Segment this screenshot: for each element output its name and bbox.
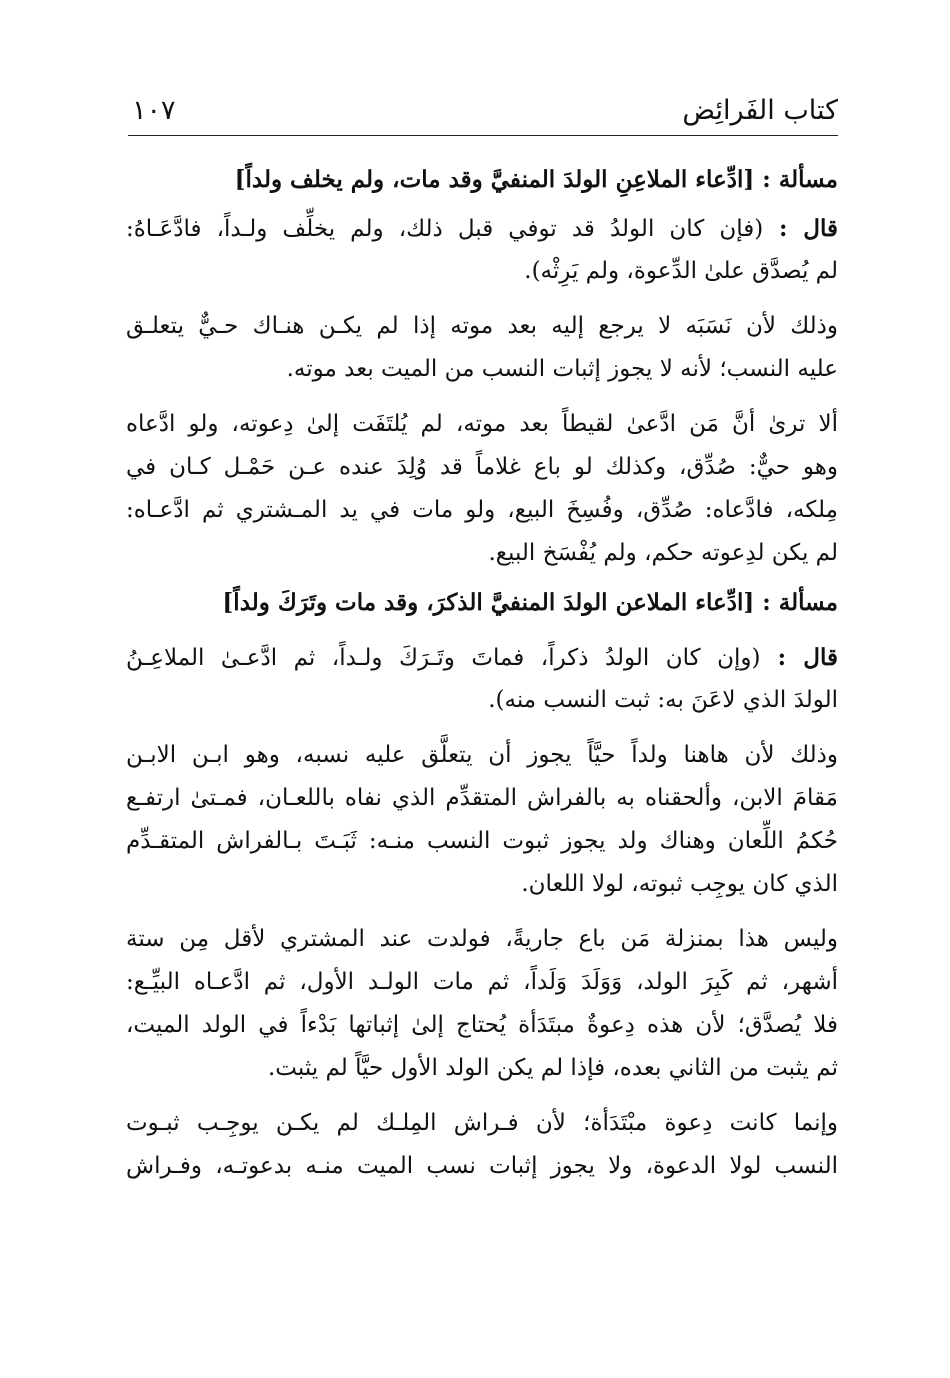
book-title: كتاب الفَرائِض [682, 95, 838, 126]
text-line: وليس هذا بمنزلة مَن باع جاريةً، فولدت عند المشتري لأقل مِن ستة [126, 926, 838, 952]
text-line: قال : (فإن كان الولدُ قد توفي قبل ذلك، ولم يخلِّف ولـداً، فادَّعَـاهُ: [126, 215, 838, 242]
text-line: وهو حيٌّ: صُدِّق، وكذلك لو باع غلاماً قد وُلِدَ عنده عـن حَمْـل كـان في [126, 454, 838, 480]
text-line: عليه النسب؛ لأنه لا يجوز إثبات النسب من الميت بعد موته. [286, 356, 838, 382]
page-header [128, 88, 838, 132]
commentary-paragraph [126, 403, 838, 575]
text-line: أشهر، ثم كَبِرَ الولد، وَوَلَدَ وَلَداً، ثم مات الولـد الأول، ثم ادَّعـاه البيِّـع: [126, 969, 838, 995]
header-divider [128, 135, 838, 136]
commentary-paragraph [126, 918, 838, 1090]
issue-heading [126, 158, 838, 201]
commentary-paragraph [126, 305, 838, 391]
text-line: الذي كان يوجِب ثبوته، لولا اللعان. [521, 871, 838, 897]
issue-title: [ادِّعاء الملاعن الولدَ المنفيَّ الذكرَ، وقد مات وتَرَكَ ولداً] [222, 589, 755, 616]
text-line: وذلك لأن هاهنا ولداً حيَّاً يجوز أن يتعلَّق عليه نسبه، وهو ابـن الابـن [126, 742, 838, 768]
text-line: لم يكن لدِعوته حكم، ولم يُفْسَخ البيع. [488, 540, 838, 566]
text-line: مِلكه، فادَّعاه: صُدِّق، وفُسِخَ البيع، ولو مات في يد المـشتري ثم ادَّعـاه: [126, 497, 838, 523]
text-line: لم يُصدَّق علىٰ الدِّعوة، ولم يَرِثْه). [524, 258, 838, 284]
text-line: وذلك لأن نَسَبَه لا يرجع إليه بعد موته إذا لم يكـن هنـاك حـيٌّ يتعلـق [126, 313, 838, 339]
said-label: قال : [760, 644, 838, 671]
text-line: وإنما كانت دِعوة مبْتَدَأة؛ لأن فـراش المِلـك لم يكـن يوجِـب ثبـوت [126, 1110, 838, 1136]
page-body [126, 158, 838, 1188]
text-line: حُكمُ اللِّعان وهناك ولد يجوز ثبوت النسب منـه: ثَبَـتَ بـالفراش المتقـدِّم [126, 828, 838, 854]
text-line [126, 158, 838, 201]
quote-paragraph [126, 207, 838, 293]
text-line: قال : (وإن كان الولدُ ذكراً، فماتَ وتَـرَكَ ولـداً، ثم ادَّعـىٰ الملاعِـنُ [126, 644, 838, 671]
quote-paragraph [126, 636, 838, 722]
text-line [126, 581, 838, 624]
text-line: فلا يُصدَّق؛ لأن هذه دِعوةٌ مبتَدَأة يُحتاج إلىٰ إثباتها بَدْءاً في الولد الميت، [126, 1012, 838, 1038]
text-line: مَقامَ الابن، وألحقناه به بالفراش المتقدِّم الذي نفاه باللعـان، فمـتىٰ ارتفـع [126, 785, 838, 811]
text-line: ألا ترىٰ أنَّ مَن ادَّعىٰ لقيطاً بعد موته، لم يُلتَفَت إلىٰ دِعوته، ولو ادَّعاه [126, 411, 838, 437]
text-line: ثم يثبت من الثاني بعده، فإذا لم يكن الولد الأول حيَّاً لم يثبت. [267, 1055, 838, 1081]
issue-heading [126, 581, 838, 624]
issue-title: [ادِّعاء الملاعِنِ الولدَ المنفيَّ وقد مات، ولم يخلف ولداً] [234, 166, 755, 193]
commentary-paragraph [126, 734, 838, 906]
text-line: النسب لولا الدعوة، ولا يجوز إثبات نسب الميت منـه بدعوتـه، وفـراش [126, 1153, 838, 1179]
issue-label: مسألة : [754, 589, 838, 616]
commentary-paragraph [126, 1102, 838, 1188]
issue-label: مسألة : [754, 166, 838, 193]
text-line: الولدَ الذي لاعَنَ به: ثبت النسب منه). [488, 687, 838, 713]
said-label: قال : [763, 215, 838, 242]
page-number: ١٠٧ [132, 95, 176, 126]
